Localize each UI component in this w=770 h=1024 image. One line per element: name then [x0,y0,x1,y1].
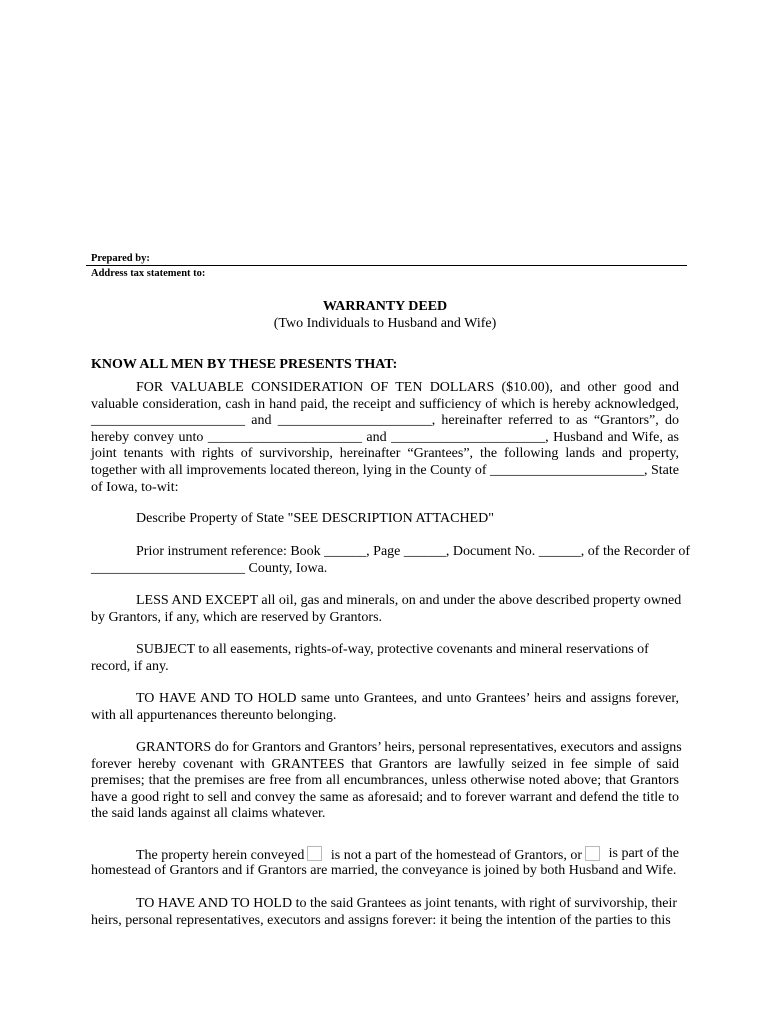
consideration-line: valuable consideration, cash in hand paid, the receipt and sufficiency of which is hereby acknowledged, [91,396,679,412]
not-homestead-checkbox[interactable] [307,846,322,861]
address-tax-label: Address tax statement to: [91,268,206,279]
habendum-line: with all appurtenances thereunto belonging. [91,707,337,723]
describe-line: Describe Property of State "SEE DESCRIPTION ATTACHED" [136,511,494,526]
describe-paragraph [91,511,679,528]
prior-instrument-paragraph [91,544,691,577]
habendum-line: TO HAVE AND TO HOLD same unto Grantees, and unto Grantees’ heirs and assigns forever, [136,691,679,706]
covenant-paragraph [91,740,682,823]
subject-line: SUBJECT to all easements, rights-of-way, protective covenants and mineral reservations of [136,642,649,657]
habendum-joint-line: TO HAVE AND TO HOLD to the said Grantees as joint tenants, with right of survivorship, their [136,896,678,911]
homestead-text: The property herein conveyed [136,846,325,863]
prior-line: ______________________ County, Iowa. [91,560,328,576]
document-subtitle: (Two Individuals to Husband and Wife) [273,316,497,331]
consideration-line: together with all improvements located thereon, lying in the County of ______________________, State [91,462,679,478]
consideration-paragraph [91,380,679,496]
covenant-line: have a good right to sell and convey the same as aforesaid; and to forever warrant and defend the title to [91,789,679,805]
less-except-line: by Grantors, if any, which are reserved by Grantors. [91,609,383,625]
habendum-joint-paragraph [91,896,679,929]
homestead-line: homestead of Grantors and if Grantors are married, the conveyance is joined by both Husband and Wife. [91,862,677,878]
homestead-text: is not a part of the homestead of Grantors, or [331,846,603,863]
consideration-line: joint tenants with rights of survivorship, hereinafter “Grantees”, the following lands and property, [91,446,679,462]
covenant-line: the said lands against all claims whatever. [91,806,326,822]
less-except-line: LESS AND EXCEPT all oil, gas and minerals, on and under the above described property owned [136,593,682,608]
subject-line: record, if any. [91,658,169,674]
habendum-joint-line: heirs, personal representatives, executors and assigns forever: it being the intention of the parties to this [91,912,671,928]
document-title: WARRANTY DEED [322,299,448,314]
covenant-line: forever hereby covenant with GRANTEES that Grantors are lawfully seized in fee simple of said [91,756,679,772]
covenant-line: GRANTORS do for Grantors and Grantors’ heirs, personal representatives, executors and assigns [136,740,682,755]
consideration-line: FOR VALUABLE CONSIDERATION OF TEN DOLLARS ($10.00), and other good and [136,380,679,395]
less-except-paragraph [91,593,682,626]
prepared-by-label: Prepared by: [91,253,150,264]
header-rule [86,265,687,266]
subject-paragraph [91,642,679,675]
prior-line: Prior instrument reference: Book ______, Page ______, Document No. ______, of the Recorder of [136,544,691,559]
consideration-line: hereby convey unto ______________________ and ______________________, Husband and Wife, as [91,429,679,445]
homestead-line [91,846,679,863]
homestead-text: is part of the [608,846,679,861]
consideration-line: ______________________ and ______________________, hereinafter referred to as “Grantors”, do [91,413,679,429]
is-homestead-checkbox[interactable] [585,846,600,861]
covenant-line: premises; that the premises are free from all encumbrances, unless otherwise noted above; that Grantors [91,773,679,789]
know-all-heading: KNOW ALL MEN BY THESE PRESENTS THAT: [91,357,398,372]
habendum-paragraph [91,691,679,724]
homestead-paragraph [91,846,679,879]
consideration-line: of Iowa, to-wit: [91,479,179,495]
